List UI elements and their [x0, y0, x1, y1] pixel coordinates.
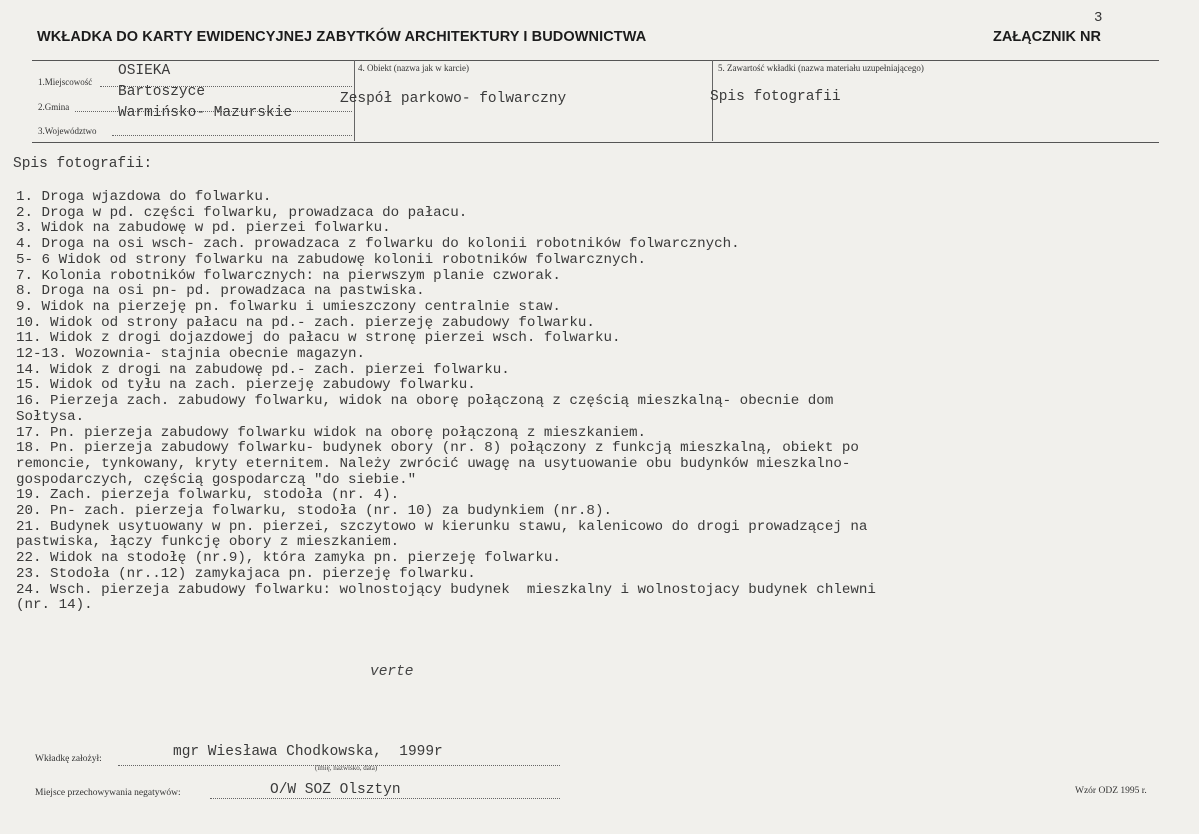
header-frame — [32, 60, 1159, 143]
list-item: 18. Pn. pierzeja zabudowy folwarku- budynek obory (nr. 8) połączony z funkcją mieszkalną, obiekt po remoncie, tynkowany, kryty eternitem. Należy zwrócić uwagę na usytuowanie obu budynków mieszkalno- gospodarczych, częścią gospodarczą "do siebie." — [16, 440, 859, 488]
template-label: Wzór ODZ 1995 r. — [1075, 786, 1147, 796]
list-item: 8. Droga na osi pn- pd. prowadzaca na pastwiska. — [16, 283, 425, 300]
list-item: 17. Pn. pierzeja zabudowy folwarku widok na oborę połączoną z mieszkaniem. — [16, 424, 647, 441]
field-content-label: 5. Zawartość wkładki (nazwa materiału uzupełniającego) — [718, 63, 924, 73]
list-item: 2. Droga w pd. części folwarku, prowadzaca do pałacu. — [16, 204, 468, 221]
list-item: 1. Droga wjazdowa do folwarku. — [16, 189, 272, 205]
field-province-value: Warmińsko- Mazurskie — [118, 105, 293, 121]
list-item: 7. Kolonia robotników folwarcznych: na pierwszym planie czworak. — [16, 267, 561, 284]
list-item: 12-13. Wozownia- stajnia obecnie magazyn. — [16, 346, 366, 363]
list-item: 22. Widok na stodołę (nr.9), która zamyka pn. pierzeję folwarku. — [16, 550, 561, 567]
list-heading: Spis fotografii: — [13, 156, 153, 172]
field-locality-value: OSIEKA — [118, 63, 171, 79]
field-object-label: 4. Obiekt (nazwa jak w karcie) — [358, 63, 469, 73]
list-item: 5- 6 Widok od strony folwarku na zabudowę kolonii robotników folwarcznych. — [16, 251, 647, 268]
list-item: 10. Widok od strony pałacu na pd.- zach. pierzeję zabudowy folwarku. — [16, 314, 595, 331]
storage-value: O/W SOZ Olsztyn — [270, 782, 401, 798]
storage-label: Miejsce przechowywania negatywów: — [35, 788, 181, 798]
list-item: 9. Widok na pierzeję pn. folwarku i umieszczony centralnie staw. — [16, 298, 561, 315]
corner-number: 3 — [1094, 10, 1103, 26]
author-sublabel: (imię, nazwisko, data) — [315, 764, 378, 772]
storage-line — [210, 798, 560, 799]
page-title: WKŁADKA DO KARTY EWIDENCYJNEJ ZABYTKÓW ARCHITEKTURY I BUDOWNICTWA — [37, 29, 647, 45]
field-content-value: Spis fotografii — [710, 89, 841, 105]
field-commune-label: 2.Gmina — [38, 102, 70, 112]
field-province-line — [112, 135, 352, 136]
list-item: 24. Wsch. pierzeja zabudowy folwarku: wolnostojący budynek mieszkalny i wolnostojacy budynek chlewni (nr. 14). — [16, 581, 876, 614]
list-item: 15. Widok od tyłu na zach. pierzeję zabudowy folwarku. — [16, 377, 476, 394]
list-item: 20. Pn- zach. pierzeja folwarku, stodoła (nr. 10) za budynkiem (nr.8). — [16, 503, 612, 520]
list-item: 3. Widok na zabudowę w pd. pierzei folwarku. — [16, 220, 391, 237]
list-item: 14. Widok z drogi na zabudowę pd.- zach. pierzei folwarku. — [16, 361, 510, 378]
annex-label: ZAŁĄCZNIK NR — [993, 29, 1101, 45]
author-label: Wkładkę założył: — [35, 754, 102, 764]
list-item: 11. Widok z drogi dojazdowej do pałacu w stronę pierzei wsch. folwarku. — [16, 330, 621, 347]
list-item: 21. Budynek usytuowany w pn. pierzei, szczytowo w kierunku stawu, kalenicowo do drogi prowadzącej na pastwiska, łączy funkcję obory z mieszkaniem. — [16, 518, 868, 551]
field-province-label: 3.Województwo — [38, 126, 97, 136]
list-item: 19. Zach. pierzeja folwarku, stodoła (nr. 4). — [16, 487, 400, 504]
photo-list — [16, 190, 1136, 614]
list-item: 16. Pierzeja zach. zabudowy folwarku, widok na oborę połączoną z częścią mieszkalną- obecnie dom Sołtysa. — [16, 393, 834, 425]
field-commune-value: Bartoszyce — [118, 84, 206, 100]
list-item: 4. Droga na osi wsch- zach. prowadzaca z folwarku do kolonii robotników folwarcznych. — [16, 236, 740, 253]
field-locality-label: 1.Miejscowość — [38, 77, 93, 87]
field-object-value: Zespół parkowo- folwarczny — [340, 91, 567, 107]
verte-note: verte — [370, 664, 414, 680]
list-item: 23. Stodoła (nr..12) zamykajaca pn. pierzeję folwarku. — [16, 565, 476, 582]
author-value: mgr Wiesława Chodkowska, 1999r — [173, 744, 443, 760]
